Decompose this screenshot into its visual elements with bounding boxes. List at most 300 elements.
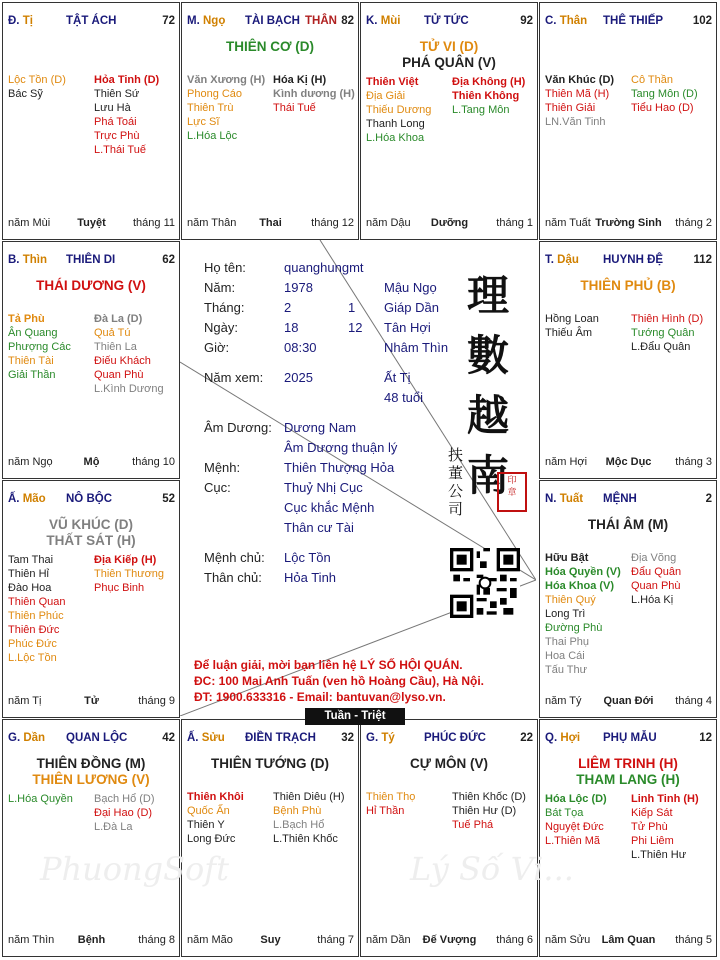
star-item: Thanh Long (366, 118, 425, 130)
star-item: Địa Võng (631, 552, 677, 564)
palace-header (545, 15, 712, 31)
palace-dan[interactable] (2, 719, 180, 957)
can-chi (8, 15, 33, 27)
main-star: TỬ VI (D) (419, 39, 479, 54)
info-value: Hỏa Tinh (284, 570, 337, 585)
star-item: Tang Môn (D) (631, 88, 698, 100)
year-label: năm Dần (366, 934, 411, 946)
can-label: Ấ. (8, 493, 20, 505)
main-star: THÁI DƯƠNG (V) (36, 278, 146, 293)
chi-label: Thân (559, 15, 588, 27)
palace-mao[interactable] (2, 480, 180, 718)
star-item: Địa Không (H) (452, 76, 526, 88)
can-label: K. (366, 15, 378, 27)
tuan-triet-label: Tuần - Triệt (305, 708, 405, 725)
star-item: Thiên Không (452, 90, 520, 102)
calligraphy-logo (458, 266, 518, 506)
star-item: Phong Cáo (187, 88, 243, 100)
star-item: L.Hóa Khoa (366, 132, 425, 144)
can-label: Q. (545, 732, 558, 744)
palace-footer (187, 217, 354, 231)
star-item: Thiên Diêu (H) (273, 791, 345, 803)
right-star-list (273, 790, 345, 846)
chi-label: Sửu (201, 732, 225, 744)
star-item: Tiểu Hao (D) (631, 102, 694, 114)
star-item: Thiên Y (187, 819, 225, 831)
palace-footer (545, 695, 712, 709)
left-star-list (545, 551, 621, 677)
info-canchi-value: Ất Tị (384, 370, 411, 385)
palace-ngo[interactable] (181, 2, 359, 240)
star-item: Hóa Khoa (V) (545, 580, 615, 592)
can-label: N. (545, 493, 557, 505)
stamp-char: 扶 (448, 446, 464, 464)
age-number: 112 (693, 254, 712, 266)
star-item: Phúc Đức (8, 638, 57, 650)
star-item: Hỏa Tinh (D) (94, 74, 160, 86)
star-item: Thiên Hỉ (8, 568, 49, 580)
star-item: Phá Toái (94, 116, 137, 128)
main-star: THIÊN PHỦ (B) (580, 278, 676, 293)
right-star-list (631, 312, 703, 354)
info-label: Năm: (204, 280, 236, 295)
year-label: năm Mùi (8, 217, 51, 229)
star-item: Thiên Thọ (366, 791, 416, 803)
palace-header (187, 15, 354, 31)
info-value: Thuỷ Nhị Cục (284, 480, 363, 495)
palace-name: TÀI BẠCH (245, 15, 300, 27)
year-label: năm Dậu (366, 217, 411, 229)
right-star-list (452, 75, 525, 117)
star-item: Thai Phụ (545, 636, 590, 648)
red-seal-icon: 印 章 (497, 472, 527, 512)
star-item: L.Thiên Hư (631, 849, 687, 861)
can-chi (366, 732, 395, 744)
can-label: T. (545, 254, 554, 266)
stage-label: Lâm Quan (601, 934, 656, 946)
palace-name: MỆNH (603, 493, 637, 505)
can-chi (8, 732, 45, 744)
qr-code-icon[interactable] (450, 548, 520, 618)
star-item: Điếu Khách (94, 355, 151, 367)
star-item: L.Kình Dương (94, 383, 164, 395)
callig-char: 越 (466, 391, 509, 440)
info-label: Mệnh: (204, 460, 241, 475)
month-label: tháng 3 (675, 456, 712, 468)
right-star-list (273, 73, 355, 115)
star-item: Phi Liêm (631, 835, 674, 847)
main-star: THIÊN LƯƠNG (V) (32, 772, 150, 787)
stage-label: Tuyệt (77, 217, 106, 229)
palace-header (545, 493, 712, 509)
year-label: năm Tuất (545, 217, 591, 229)
stamp-char: 公 (448, 482, 464, 500)
palace-hoi[interactable] (539, 719, 717, 957)
palace-name: QUAN LỘC (66, 732, 128, 744)
chi-label: Hợi (560, 732, 581, 744)
star-item: L.Bạch Hổ (273, 819, 325, 831)
can-label: Đ. (8, 15, 20, 27)
star-item: Ân Quang (8, 327, 58, 339)
info-value: 2025 (284, 370, 313, 385)
watermark-text: PhuongSoft (40, 850, 229, 888)
left-star-list (545, 73, 614, 129)
info-label: Họ tên: (204, 260, 246, 275)
left-star-list (8, 73, 66, 101)
right-star-list (631, 73, 698, 115)
palace-footer (8, 695, 175, 709)
month-label: tháng 4 (675, 695, 712, 707)
can-chi (8, 493, 46, 505)
contact-line-2: ĐC: 100 Mai Anh Tuấn (ven hồ Hoàng Cầu), Hà Nội. (194, 674, 485, 688)
star-item: Hữu Bật (545, 552, 589, 564)
star-item: Thái Tuế (273, 102, 316, 114)
star-item: Linh Tinh (H) (631, 793, 699, 805)
star-item: Cô Thần (631, 74, 673, 86)
age-number: 22 (520, 732, 533, 744)
palace-footer (8, 934, 175, 948)
stage-label: Bệnh (77, 934, 106, 946)
star-item: Thiên Việt (366, 76, 419, 88)
star-item: Hồng Loan (545, 313, 599, 325)
stage-label: Đế Vượng (422, 934, 477, 946)
month-label: tháng 5 (675, 934, 712, 946)
age-number: 102 (692, 15, 712, 27)
star-item: Phượng Các (8, 341, 71, 353)
contact-line-1: Để luận giải, mời bạn liên hệ LÝ SỐ HỘI QUÁN. (194, 658, 463, 672)
star-item: Thiên Trù (187, 102, 234, 114)
palace-header (8, 254, 175, 270)
can-label: Ấ. (187, 732, 199, 744)
year-label: năm Mão (187, 934, 233, 946)
right-star-list (631, 551, 681, 607)
star-item: Thiên Giải (545, 102, 596, 114)
star-item: Văn Xương (H) (187, 74, 266, 86)
info-canchi-value: Mậu Ngọ (384, 280, 437, 295)
star-item: Tam Thai (8, 554, 54, 566)
can-chi (545, 732, 580, 744)
info-canchi-value: Tân Hợi (384, 320, 431, 335)
palace-name: PHÚC ĐỨC (424, 732, 486, 744)
chi-label: Mão (22, 493, 46, 505)
palace-header (366, 15, 533, 31)
month-label: tháng 7 (317, 934, 354, 946)
star-item: Địa Kiếp (H) (94, 554, 157, 566)
star-item: L.Tang Môn (452, 104, 510, 116)
month-label: tháng 1 (496, 217, 533, 229)
chi-label: Tuất (559, 493, 584, 505)
left-star-list (8, 312, 71, 382)
left-star-list (366, 790, 415, 818)
info-canchi-value: 48 tuổi (384, 390, 424, 405)
star-item: Phục Binh (94, 582, 145, 594)
star-item: Đại Hao (D) (94, 807, 153, 819)
palace-footer (366, 934, 533, 948)
palace-footer (545, 934, 712, 948)
star-item: L.Hóa Kị (631, 594, 674, 606)
main-star: THIÊN CƠ (D) (225, 39, 314, 54)
left-star-list (187, 73, 265, 143)
star-item: Kình dương (H) (273, 88, 355, 100)
star-item: Đường Phù (545, 622, 603, 634)
can-label: G. (8, 732, 21, 744)
star-item: Tướng Quân (631, 327, 695, 339)
palace-suu[interactable] (181, 719, 359, 957)
month-label: tháng 11 (132, 217, 175, 229)
stage-label: Mộ (83, 456, 100, 468)
age-number: 62 (162, 254, 175, 266)
palace-name: THÊ THIẾP (603, 15, 664, 27)
star-item: Thiên Khôi (187, 791, 244, 803)
palace-ti[interactable] (2, 2, 180, 240)
star-item: Thiếu Dương (366, 104, 432, 116)
can-label: B. (8, 254, 20, 266)
main-star: THAM LANG (H) (576, 772, 680, 787)
palace-header (8, 15, 175, 31)
star-item: Long Trì (545, 608, 586, 620)
age-number: 82 (341, 15, 354, 27)
star-item: Thiếu Âm (545, 327, 593, 339)
star-item: Đào Hoa (8, 582, 52, 594)
chi-label: Tý (381, 732, 395, 744)
info-label: Thân chủ: (204, 570, 262, 585)
star-item: Thiên La (94, 341, 137, 353)
stage-label: Dưỡng (430, 217, 469, 229)
info-label: Ngày: (204, 320, 238, 335)
info-label: Năm xem: (204, 370, 264, 385)
month-label: tháng 9 (138, 695, 175, 707)
year-label: năm Ngọ (8, 456, 53, 468)
star-item: Lực Sĩ (187, 116, 220, 128)
chi-label: Mùi (380, 15, 401, 27)
star-item: Thiên Thương (94, 568, 165, 580)
info-value: Dương Nam (284, 420, 357, 435)
can-chi (545, 254, 579, 266)
info-label: Tháng: (204, 300, 245, 315)
star-item: Long Đức (187, 833, 236, 845)
info-label: Giờ: (204, 340, 230, 355)
palace-footer (187, 934, 354, 948)
can-chi (545, 493, 583, 505)
star-item: Tuế Phá (452, 819, 494, 831)
star-item: Thiên Tài (8, 355, 54, 367)
star-item: Thiên Sứ (94, 88, 140, 100)
palace-ty[interactable] (360, 719, 538, 957)
star-item: L.Đà La (94, 821, 133, 833)
right-star-list (631, 792, 699, 862)
chi-label: Ngọ (202, 15, 226, 27)
stamp-char: 董 (448, 464, 464, 482)
star-item: Thiên Khốc (D) (452, 791, 526, 803)
age-number: 72 (162, 15, 175, 27)
info-label: Cục: (204, 480, 231, 495)
info-row (180, 520, 536, 538)
month-label: tháng 2 (675, 217, 712, 229)
age-number: 92 (520, 15, 533, 27)
age-number: 32 (341, 732, 354, 744)
month-label: tháng 6 (496, 934, 533, 946)
year-label: năm Sửu (545, 934, 591, 946)
star-item: Đà La (D) (94, 313, 143, 325)
main-star: PHÁ QUÂN (V) (402, 55, 496, 70)
stage-label: Mộc Dục (605, 456, 652, 468)
chi-label: Dậu (557, 254, 579, 266)
year-label: năm Thìn (8, 934, 55, 946)
star-item: Tả Phù (8, 313, 45, 325)
callig-char: 數 (466, 331, 509, 380)
star-item: Quốc Ấn (187, 805, 230, 817)
info-value: Cục khắc Mệnh (284, 500, 375, 515)
info-value: Thiên Thượng Hỏa (284, 460, 395, 475)
main-star: THẤT SÁT (H) (46, 533, 136, 548)
star-item: Thiên Mã (H) (545, 88, 610, 100)
can-label: M. (187, 15, 200, 27)
than-tag: THÂN (305, 15, 337, 27)
info-value: 08:30 (284, 340, 317, 355)
right-star-list (94, 792, 155, 834)
palace-header (545, 254, 712, 270)
star-item: Địa Giải (366, 90, 406, 102)
star-item: Hóa Kị (H) (273, 74, 327, 86)
star-item: L.Hóa Quyền (8, 793, 73, 805)
star-item: L.Đẩu Quân (631, 341, 691, 353)
year-label: năm Tý (545, 695, 582, 707)
info-value: 2 (284, 300, 292, 315)
age-number: 42 (162, 732, 175, 744)
info-value: 1978 (284, 280, 313, 295)
palace-footer (545, 456, 712, 470)
palace-footer (545, 217, 712, 231)
star-item: Giải Thần (8, 369, 56, 381)
main-star: THIÊN ĐỒNG (M) (36, 756, 146, 771)
stage-label: Trường Sinh (595, 217, 662, 229)
stage-label: Tử (84, 695, 99, 707)
star-item: Bệnh Phù (273, 805, 322, 817)
info-value: 18 (284, 320, 299, 335)
stage-label: Quan Đới (603, 695, 654, 707)
info-label: Âm Dương: (204, 420, 272, 435)
month-label: tháng 12 (311, 217, 354, 229)
star-item: Thiên Hình (D) (631, 313, 704, 325)
palace-footer (8, 217, 175, 231)
info-lunar-value: 1 (348, 300, 356, 315)
left-star-list (187, 790, 244, 846)
year-label: năm Thân (187, 217, 237, 229)
star-item: L.Thiên Mã (545, 835, 601, 847)
palace-than[interactable] (539, 2, 717, 240)
star-item: Trực Phù (94, 130, 140, 142)
can-chi (545, 15, 587, 27)
info-value: Lộc Tồn (284, 550, 331, 565)
star-item: LN.Văn Tinh (545, 116, 606, 128)
star-item: Lộc Tồn (D) (8, 74, 66, 86)
info-value: quanghungmt (284, 260, 364, 275)
palace-name: PHỤ MẪU (603, 732, 657, 744)
info-lunar-value: 12 (348, 320, 363, 335)
star-item: Thiên Quan (8, 596, 66, 608)
chi-label: Tị (22, 15, 33, 27)
star-item: Hóa Quyền (V) (545, 566, 621, 578)
can-chi (187, 15, 225, 27)
star-item: Hóa Lộc (D) (545, 793, 607, 805)
star-item: Đẩu Quân (631, 566, 682, 578)
stage-label: Thai (259, 217, 282, 229)
right-star-list (94, 553, 164, 595)
age-number: 12 (699, 732, 712, 744)
star-item: Thiên Quý (545, 594, 596, 606)
year-label: năm Hợi (545, 456, 588, 468)
watermark-text: Lý Số Vi... (410, 850, 574, 888)
star-item: Lưu Hà (94, 102, 131, 114)
star-item: Quan Phù (94, 369, 144, 381)
palace-mui[interactable] (360, 2, 538, 240)
can-chi (366, 15, 401, 27)
star-item: Bát Tọa (545, 807, 584, 819)
palace-dau[interactable] (539, 241, 717, 479)
star-item: Bác Sỹ (8, 88, 43, 100)
star-item: Quả Tú (94, 327, 131, 339)
main-star: THIÊN TƯỚNG (D) (211, 756, 329, 771)
palace-header (8, 493, 175, 509)
palace-name: ĐIỀN TRẠCH (245, 732, 316, 744)
right-star-list (94, 312, 164, 396)
stamp-char: 司 (448, 500, 464, 518)
callig-char: 理 (466, 271, 509, 320)
palace-name: TỬ TỨC (424, 15, 469, 27)
stage-label: Suy (260, 934, 281, 946)
info-label: Mệnh chủ: (204, 550, 265, 565)
star-item: Nguyệt Đức (545, 821, 604, 833)
star-item: Văn Khúc (D) (545, 74, 615, 86)
palace-header (187, 732, 354, 748)
age-number: 52 (162, 493, 175, 505)
left-star-list (545, 792, 607, 848)
month-label: tháng 8 (138, 934, 175, 946)
star-item: Tử Phù (631, 821, 668, 833)
star-item: L.Thiên Khốc (273, 833, 338, 845)
age-number: 2 (705, 493, 712, 505)
star-item: Tấu Thư (545, 664, 588, 676)
info-value: Thân cư Tài (284, 520, 354, 535)
palace-thin[interactable] (2, 241, 180, 479)
right-star-list (94, 73, 159, 157)
palace-name: TẬT ÁCH (66, 15, 117, 27)
left-star-list (545, 312, 599, 340)
palace-name: THIÊN DI (66, 254, 116, 266)
main-star: CỰ MÔN (V) (410, 756, 488, 771)
star-item: L.Thái Tuế (94, 144, 146, 156)
month-label: tháng 10 (132, 456, 175, 468)
star-item: Hoa Cái (545, 650, 585, 662)
contact-line-3: ĐT: 1900.633316 - Email: bantuvan@lyso.vn. (194, 690, 446, 704)
star-item: Kiếp Sát (631, 807, 673, 819)
palace-header (366, 732, 533, 748)
main-star: THÁI ÂM (M) (587, 517, 669, 532)
palace-header (8, 732, 175, 748)
info-canchi-value: Giáp Dần (384, 300, 439, 315)
star-item: L.Lộc Tồn (8, 652, 57, 664)
left-star-list (366, 75, 431, 145)
star-item: Thiên Đức (8, 624, 60, 636)
info-canchi-value: Nhâm Thìn (384, 340, 449, 355)
palace-footer (8, 456, 175, 470)
palace-name: NÔ BỘC (66, 493, 112, 505)
palace-tuat[interactable] (539, 480, 717, 718)
left-star-list (8, 553, 65, 665)
callig-char: 南 (466, 451, 509, 500)
main-star: LIÊM TRINH (H) (578, 756, 678, 771)
right-star-list (452, 790, 526, 832)
